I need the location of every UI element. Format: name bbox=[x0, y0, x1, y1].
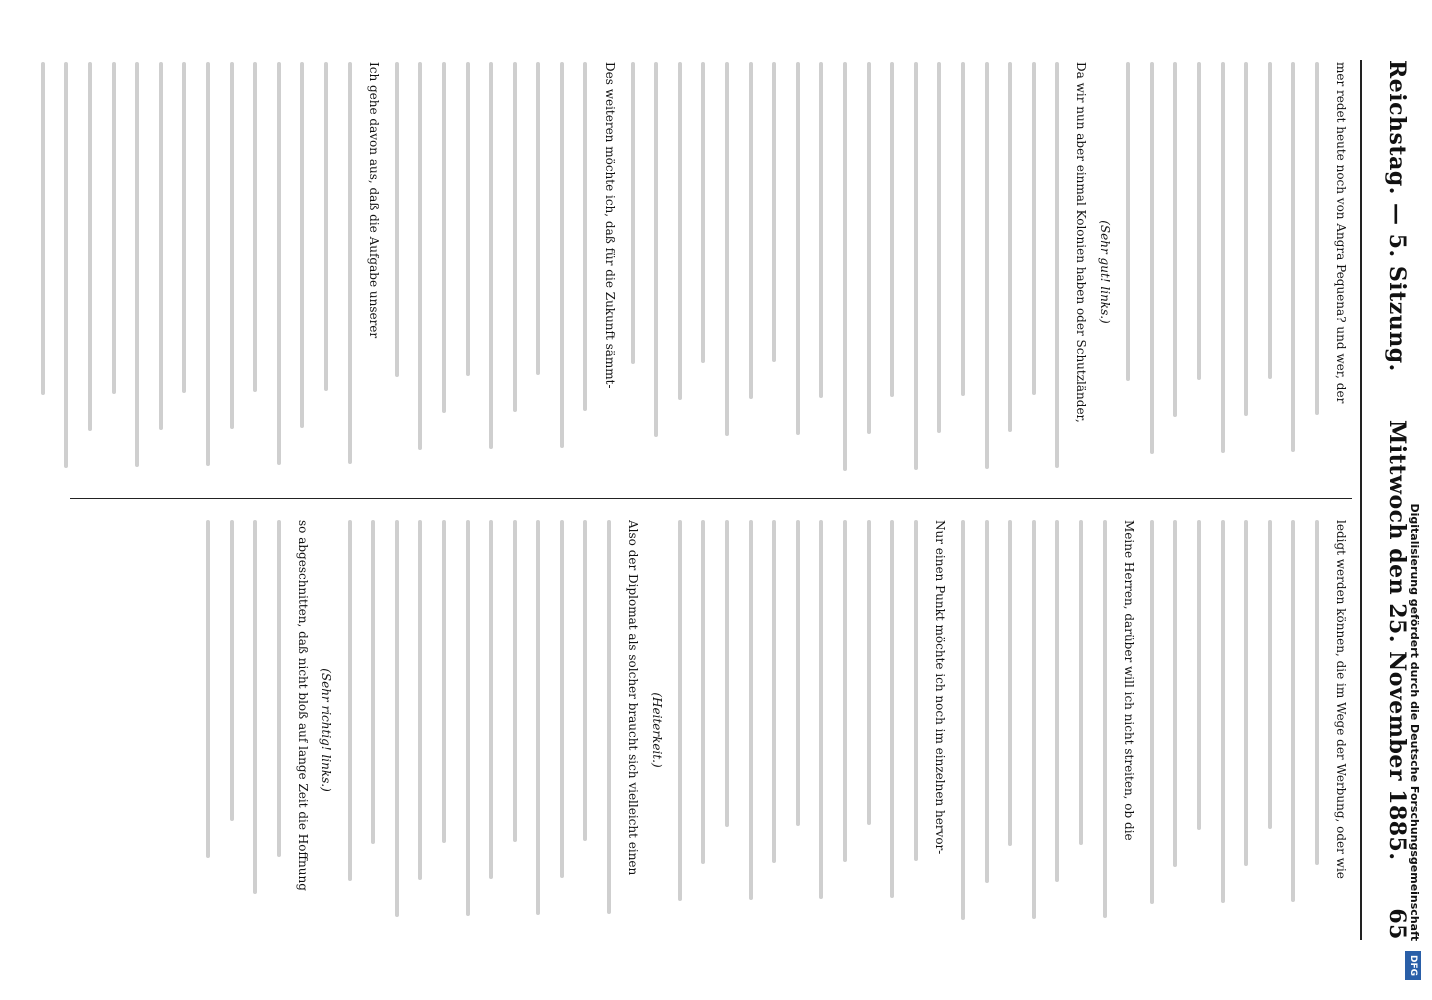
text-line-placeholder bbox=[678, 62, 682, 400]
text-line-placeholder bbox=[1268, 520, 1272, 829]
text-line-placeholder bbox=[442, 62, 446, 413]
illegible-text-line bbox=[715, 520, 739, 940]
text-line: Also der Diplomat als solcher braucht sich vielleicht einen bbox=[626, 520, 641, 876]
text-line-placeholder bbox=[678, 520, 682, 901]
illegible-text-line bbox=[526, 520, 550, 940]
illegible-text-line bbox=[644, 62, 668, 482]
illegible-text-line bbox=[314, 62, 338, 482]
illegible-text-line bbox=[408, 62, 432, 482]
text-line-placeholder bbox=[914, 520, 918, 861]
text-line: ledigt werden können, die im Wege der Werbung, oder wie bbox=[1334, 520, 1348, 879]
text-line-placeholder bbox=[749, 520, 753, 900]
text-line-placeholder bbox=[371, 520, 375, 844]
text-line-placeholder bbox=[348, 62, 352, 464]
illegible-text-line bbox=[1022, 520, 1046, 940]
text-line-placeholder bbox=[395, 62, 399, 377]
interjection-remark: (Heiterkeit.) bbox=[649, 692, 664, 768]
illegible-text-line bbox=[1305, 520, 1329, 940]
illegible-text-line bbox=[833, 62, 857, 482]
text-line-placeholder bbox=[1173, 520, 1177, 867]
illegible-text-line bbox=[455, 62, 479, 482]
dfg-logo: DFG bbox=[1405, 951, 1421, 980]
illegible-text-line bbox=[455, 520, 479, 940]
illegible-text-line bbox=[573, 520, 597, 940]
illegible-text-line bbox=[1140, 62, 1164, 482]
text-line-placeholder bbox=[489, 520, 493, 879]
text-line-placeholder bbox=[985, 62, 989, 469]
text-line-placeholder bbox=[1315, 62, 1319, 415]
illegible-text-line bbox=[196, 520, 220, 940]
text-line-placeholder bbox=[631, 62, 635, 364]
illegible-text-line bbox=[927, 62, 951, 482]
illegible-text-line bbox=[739, 62, 763, 482]
illegible-text-line bbox=[220, 520, 244, 940]
illegible-text-line bbox=[385, 62, 409, 482]
text-line-placeholder bbox=[914, 62, 918, 470]
interjection-remark: (Sehr gut! links.) bbox=[1098, 220, 1113, 324]
illegible-text-line bbox=[691, 62, 715, 482]
text-line-placeholder bbox=[654, 62, 658, 437]
text-line-placeholder bbox=[560, 520, 564, 878]
illegible-text-line bbox=[220, 62, 244, 482]
illegible-text-line bbox=[786, 62, 810, 482]
illegible-text-line bbox=[432, 62, 456, 482]
text-line-placeholder bbox=[206, 520, 210, 858]
text-line-placeholder bbox=[819, 62, 823, 398]
text-line: Da wir nun aber einmal Kolonien haben oder Schutzländer, bbox=[1074, 62, 1089, 423]
text-line-placeholder bbox=[796, 520, 800, 826]
illegible-text-line bbox=[479, 520, 503, 940]
text-line-placeholder bbox=[1150, 62, 1154, 454]
illegible-text-line bbox=[243, 520, 267, 940]
illegible-text-line bbox=[172, 62, 196, 482]
illegible-text-line bbox=[1258, 520, 1282, 940]
text-line-placeholder bbox=[890, 520, 894, 898]
text-line-placeholder bbox=[513, 520, 517, 842]
illegible-text-line bbox=[31, 62, 55, 482]
text-line-placeholder bbox=[277, 62, 281, 465]
illegible-text-line bbox=[904, 62, 928, 482]
illegible-text-line bbox=[809, 520, 833, 940]
text-line-placeholder bbox=[395, 520, 399, 917]
text-line-placeholder bbox=[135, 62, 139, 467]
right-column bbox=[92, 520, 1352, 940]
illegible-text-line bbox=[998, 62, 1022, 482]
illegible-text-line bbox=[1163, 520, 1187, 940]
text-line-placeholder bbox=[182, 62, 186, 393]
header-date: Mittwoch den 25. November 1885. bbox=[1384, 420, 1410, 861]
illegible-text-line bbox=[1187, 62, 1211, 482]
illegible-text-line bbox=[857, 520, 881, 940]
illegible-text-line bbox=[385, 520, 409, 940]
illegible-text-line bbox=[833, 520, 857, 940]
illegible-text-line bbox=[880, 520, 904, 940]
text-line: Des weiteren möchte ich, daß für die Zukunft sämmt- bbox=[602, 62, 617, 389]
text-line: Nur einen Punkt möchte ich noch im einzelnen hervor- bbox=[932, 520, 947, 855]
text-line-placeholder bbox=[1079, 520, 1083, 845]
text-line-placeholder bbox=[584, 520, 588, 841]
text-line-placeholder bbox=[536, 520, 540, 915]
text-line-placeholder bbox=[1197, 520, 1201, 830]
illegible-text-line bbox=[1116, 62, 1140, 482]
text-line-placeholder bbox=[253, 62, 257, 392]
illegible-text-line bbox=[1140, 520, 1164, 940]
illegible-text-line bbox=[668, 520, 692, 940]
text-line-placeholder bbox=[701, 520, 705, 864]
text-line-placeholder bbox=[348, 520, 352, 881]
text-line-placeholder bbox=[867, 520, 871, 825]
illegible-text-line bbox=[762, 62, 786, 482]
text-line-placeholder bbox=[253, 520, 257, 894]
text-line-placeholder bbox=[230, 520, 234, 821]
illegible-text-line bbox=[786, 520, 810, 940]
text-line-placeholder bbox=[466, 520, 470, 916]
illegible-text-line bbox=[1234, 520, 1258, 940]
illegible-text-line bbox=[503, 62, 527, 482]
text-line-placeholder bbox=[1244, 520, 1248, 866]
text-line-placeholder bbox=[772, 520, 776, 863]
text-line-placeholder bbox=[890, 62, 894, 397]
illegible-text-line bbox=[857, 62, 881, 482]
text-line-placeholder bbox=[1197, 62, 1201, 380]
text-line-placeholder bbox=[725, 62, 729, 436]
illegible-text-line bbox=[1234, 62, 1258, 482]
illegible-text-line bbox=[1281, 520, 1305, 940]
text-line-placeholder bbox=[772, 62, 776, 362]
illegible-text-line bbox=[337, 62, 361, 482]
text-line-placeholder bbox=[41, 62, 45, 395]
illegible-text-line bbox=[739, 520, 763, 940]
text-line-placeholder bbox=[1055, 520, 1059, 882]
illegible-text-line bbox=[1069, 520, 1093, 940]
text-line-placeholder bbox=[418, 62, 422, 450]
illegible-text-line bbox=[1045, 62, 1069, 482]
illegible-text-line bbox=[526, 62, 550, 482]
illegible-text-line bbox=[1092, 520, 1116, 940]
illegible-text-line bbox=[998, 520, 1022, 940]
text-line-placeholder bbox=[64, 62, 68, 468]
illegible-text-line bbox=[880, 62, 904, 482]
text-line-placeholder bbox=[1055, 62, 1059, 468]
text-line-placeholder bbox=[1315, 520, 1319, 865]
text-line-placeholder bbox=[300, 62, 304, 428]
text-line-placeholder bbox=[584, 62, 588, 411]
illegible-text-line bbox=[479, 62, 503, 482]
text-line-placeholder bbox=[513, 62, 517, 412]
text-line-placeholder bbox=[159, 62, 163, 430]
illegible-text-line bbox=[715, 62, 739, 482]
text-line: Ich gehe davon aus, daß die Aufgabe unserer bbox=[366, 62, 381, 339]
illegible-text-line bbox=[550, 520, 574, 940]
illegible-text-line bbox=[1281, 62, 1305, 482]
text-line-placeholder bbox=[442, 520, 446, 843]
text-line-placeholder bbox=[1032, 520, 1036, 919]
illegible-text-line bbox=[951, 62, 975, 482]
text-line-placeholder bbox=[1150, 520, 1154, 904]
illegible-text-line bbox=[267, 520, 291, 940]
illegible-text-line bbox=[503, 520, 527, 940]
illegible-text-line bbox=[691, 520, 715, 940]
illegible-text-line bbox=[951, 520, 975, 940]
text-line-placeholder bbox=[88, 62, 92, 431]
illegible-text-line bbox=[1305, 62, 1329, 482]
text-line-placeholder bbox=[1221, 62, 1225, 453]
illegible-text-line bbox=[550, 62, 574, 482]
text-line-placeholder bbox=[230, 62, 234, 429]
illegible-text-line bbox=[337, 520, 361, 940]
text-line-placeholder bbox=[1173, 62, 1177, 417]
text-line: so abgeschnitten, daß nicht bloß auf lange Zeit die Hoffnung bbox=[295, 520, 310, 891]
text-line-placeholder bbox=[536, 62, 540, 375]
illegible-text-line bbox=[54, 62, 78, 482]
illegible-text-line bbox=[290, 62, 314, 482]
text-line-placeholder bbox=[725, 520, 729, 827]
illegible-text-line bbox=[196, 62, 220, 482]
illegible-text-line bbox=[668, 62, 692, 482]
illegible-text-line bbox=[432, 520, 456, 940]
text-line-placeholder bbox=[749, 62, 753, 399]
text-line-placeholder bbox=[324, 62, 328, 391]
header-rule bbox=[1360, 60, 1362, 940]
header-session: Reichstag. — 5. Sitzung. bbox=[1384, 60, 1410, 372]
illegible-text-line bbox=[1210, 62, 1234, 482]
text-line-placeholder bbox=[1268, 62, 1272, 379]
digitization-credit bbox=[1408, 20, 1424, 980]
illegible-text-line bbox=[975, 520, 999, 940]
text-line-placeholder bbox=[1244, 62, 1248, 416]
text-line-placeholder bbox=[489, 62, 493, 449]
text-line-placeholder bbox=[985, 520, 989, 883]
illegible-text-line bbox=[1187, 520, 1211, 940]
illegible-text-line bbox=[267, 62, 291, 482]
interjection-remark: (Sehr richtig! links.) bbox=[319, 668, 334, 792]
illegible-text-line bbox=[361, 520, 385, 940]
text-line-placeholder bbox=[277, 520, 281, 857]
credit-text: Digitalisierung gefördert durch die Deutsche Forschungsgemeinschaft bbox=[1408, 503, 1421, 942]
text-line-placeholder bbox=[701, 62, 705, 363]
text-line-placeholder bbox=[961, 62, 965, 396]
text-line-placeholder bbox=[560, 62, 564, 448]
illegible-text-line bbox=[102, 62, 126, 482]
text-line: Meine Herren, darüber will ich nicht streiten, ob die bbox=[1121, 520, 1136, 841]
text-line-placeholder bbox=[796, 62, 800, 435]
page-number: 65 bbox=[1384, 908, 1410, 940]
text-line-placeholder bbox=[819, 520, 823, 899]
text-line-placeholder bbox=[1008, 62, 1012, 432]
text-line-placeholder bbox=[466, 62, 470, 376]
text-line-placeholder bbox=[607, 520, 611, 914]
illegible-text-line bbox=[1045, 520, 1069, 940]
text-line-placeholder bbox=[1008, 520, 1012, 846]
text-line-placeholder bbox=[1291, 520, 1295, 902]
illegible-text-line bbox=[597, 520, 621, 940]
illegible-text-line bbox=[1258, 62, 1282, 482]
illegible-text-line bbox=[573, 62, 597, 482]
illegible-text-line bbox=[149, 62, 173, 482]
text-line-placeholder bbox=[1221, 520, 1225, 903]
text-line-placeholder bbox=[867, 62, 871, 434]
text-line: mer redet heute noch von Angra Pequena? und wer, der bbox=[1334, 62, 1348, 404]
illegible-text-line bbox=[78, 62, 102, 482]
text-line-placeholder bbox=[1103, 520, 1107, 918]
illegible-text-line bbox=[1022, 62, 1046, 482]
text-line-placeholder bbox=[937, 62, 941, 433]
illegible-text-line bbox=[809, 62, 833, 482]
text-line-placeholder bbox=[1032, 62, 1036, 395]
illegible-text-line bbox=[762, 520, 786, 940]
text-line-placeholder bbox=[112, 62, 116, 394]
illegible-text-line bbox=[904, 520, 928, 940]
illegible-text-line bbox=[125, 62, 149, 482]
text-line-placeholder bbox=[206, 62, 210, 466]
illegible-text-line bbox=[243, 62, 267, 482]
illegible-text-line bbox=[621, 62, 645, 482]
text-line-placeholder bbox=[961, 520, 965, 920]
illegible-text-line bbox=[975, 62, 999, 482]
left-column bbox=[70, 62, 1352, 482]
text-line-placeholder bbox=[1291, 62, 1295, 452]
column-divider bbox=[70, 498, 1352, 499]
illegible-text-line bbox=[1163, 62, 1187, 482]
text-line-placeholder bbox=[843, 62, 847, 471]
text-line-placeholder bbox=[418, 520, 422, 880]
text-line-placeholder bbox=[843, 520, 847, 862]
text-line-placeholder bbox=[1126, 62, 1130, 381]
illegible-text-line bbox=[1210, 520, 1234, 940]
illegible-text-line bbox=[408, 520, 432, 940]
